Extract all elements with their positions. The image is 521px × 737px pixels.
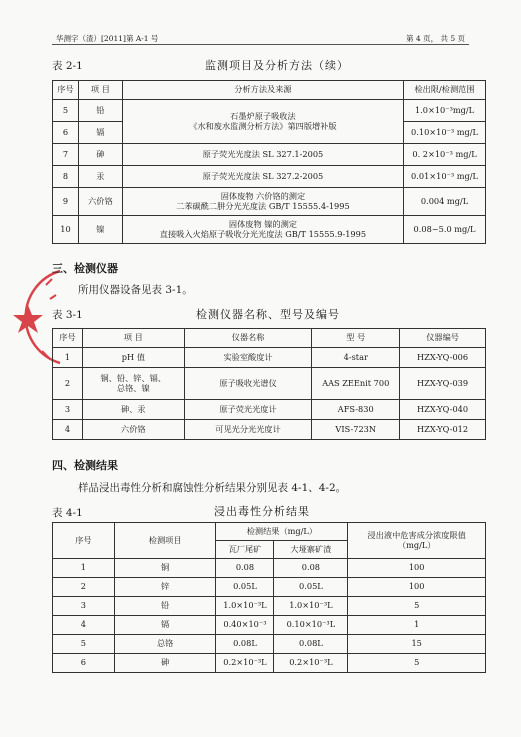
col-header: 大垭寨矿渣 [274, 541, 348, 559]
col-header: 序号 [53, 523, 115, 559]
table-cell: 10 [53, 216, 79, 244]
section-4-text: 样品浸出毒性分析和腐蚀性分析结果分别见表 4-1、4-2。 [78, 482, 347, 494]
table-cell: 5 [53, 100, 79, 122]
table-cell: 0.05L [274, 578, 348, 597]
item-line: 总铬、镍 [116, 382, 150, 393]
table-cell: 4 [53, 420, 83, 440]
table-row [53, 166, 486, 188]
table-cell: 1.0×10⁻³L [216, 597, 274, 616]
table-cell: 总铬 [114, 635, 216, 654]
table-cell: 0.40×10⁻³ [216, 616, 274, 635]
table-cell: 100 [348, 559, 486, 578]
col-header: 检测结果（mg/L） [216, 523, 348, 541]
table-cell: AAS ZEEnit 700 [312, 368, 400, 400]
table-cell [122, 100, 403, 144]
limit-header-line: 浸出液中危害成分浓度限值 [367, 530, 466, 541]
table-cell: 2 [53, 578, 115, 597]
table-row [53, 559, 486, 578]
section-3-heading: 三、检测仪器 [52, 262, 118, 275]
table-row [53, 616, 486, 635]
table-cell: 0.10×10⁻³ mg/L [404, 122, 486, 144]
method-line: 直接吸入火焰原子吸收分光光度法 GB/T 15555.9-1995 [159, 228, 367, 239]
col-header [348, 523, 486, 559]
table-cell [82, 368, 184, 400]
table-3-1 [52, 328, 486, 440]
method-line: 固体废物 六价铬的测定 [220, 191, 306, 202]
table-cell [122, 188, 403, 216]
table-cell: 9 [53, 188, 79, 216]
table-cell: 1.0×10⁻³L [274, 597, 348, 616]
section-3-text: 所用仪器设备见表 3-1。 [78, 284, 193, 296]
table-cell: 5 [53, 635, 115, 654]
table-cell: 2 [53, 368, 83, 400]
section-4-heading: 四、检测结果 [52, 459, 118, 472]
table-cell: VIS-723N [312, 420, 400, 440]
table-cell: 实验室酸度计 [184, 348, 312, 368]
table-cell: 0.2×10⁻³L [274, 654, 348, 673]
table-row [53, 597, 486, 616]
table-cell: 镉 [114, 616, 216, 635]
table-header-row [53, 81, 486, 100]
col-header: 项 目 [78, 81, 122, 100]
page-number: 第 4 页， 共 5 页 [406, 34, 465, 43]
method-line: 固体废物 镍的测定 [228, 219, 297, 230]
table-cell: 0.08L [216, 635, 274, 654]
col-header: 仪器名称 [184, 329, 312, 348]
item-line: 铜、铅、锌、镉、 [100, 373, 167, 384]
table-cell: 原子荧光光度计 [184, 400, 312, 420]
table-row [53, 100, 486, 122]
table-header-row [53, 523, 486, 541]
table-row [53, 635, 486, 654]
table-cell [122, 216, 403, 244]
table-4-1-caption: 表 4-1 [52, 507, 83, 519]
table-cell: 砷 [114, 654, 216, 673]
method-line: 二苯碳酰二肼分光光度法 GB/T 15555.4-1995 [176, 200, 350, 211]
col-header: 分析方法及来源 [122, 81, 403, 100]
table-cell: 镉 [78, 122, 122, 144]
table-cell: HZX-YQ-012 [400, 420, 486, 440]
table-cell: 镍 [78, 216, 122, 244]
table-3-1-caption: 表 3-1 [52, 309, 83, 321]
table-cell: 0.05L [216, 578, 274, 597]
table-cell: HZX-YQ-006 [400, 348, 486, 368]
table-row [53, 144, 486, 166]
table-4-1-title: 浸出毒性分析结果 [214, 505, 310, 518]
table-cell: 0.08 [274, 559, 348, 578]
report-number: 华测字（渣）[2011]第 A-1 号 [56, 34, 159, 43]
table-cell: 3 [53, 597, 115, 616]
table-cell: 7 [53, 144, 79, 166]
table-cell: 0.08 [216, 559, 274, 578]
table-cell: 1 [348, 616, 486, 635]
table-cell: 六价铬 [78, 188, 122, 216]
table-row [53, 216, 486, 244]
table-row [53, 420, 486, 440]
table-row [53, 400, 486, 420]
table-row [53, 368, 486, 400]
table-4-1 [52, 522, 486, 673]
limit-header-line: （mg/L） [397, 539, 436, 550]
table-cell: 原子荧光光度法 SL 327.1-2005 [122, 144, 403, 166]
table-cell: 15 [348, 635, 486, 654]
table-cell: 可见光分光光度计 [184, 420, 312, 440]
table-cell: AFS-830 [312, 400, 400, 420]
table-cell: 汞 [78, 166, 122, 188]
table-cell: 原子荧光光度法 SL 327.2-2005 [122, 166, 403, 188]
table-cell: 1 [53, 559, 115, 578]
table-cell: 0.10×10⁻³L [274, 616, 348, 635]
table-cell: 砷 [78, 144, 122, 166]
table-cell: 铜 [114, 559, 216, 578]
table-cell: 铅 [78, 100, 122, 122]
table-row [53, 654, 486, 673]
table-cell: HZX-YQ-040 [400, 400, 486, 420]
table-cell: 锌 [114, 578, 216, 597]
table-2-1 [52, 80, 486, 244]
table-cell: 六价铬 [82, 420, 184, 440]
table-cell: 砷、汞 [82, 400, 184, 420]
table-cell: 5 [348, 597, 486, 616]
table-cell: 0.08~5.0 mg/L [404, 216, 486, 244]
table-2-1-caption: 表 2-1 [52, 60, 83, 72]
table-cell: 0. 2×10⁻³ mg/L [404, 144, 486, 166]
col-header: 项 目 [82, 329, 184, 348]
table-row [53, 188, 486, 216]
col-header: 瓦厂尾矿 [216, 541, 274, 559]
table-cell: 4-star [312, 348, 400, 368]
col-header: 型 号 [312, 329, 400, 348]
table-cell: 4 [53, 616, 115, 635]
table-cell: 1.0×10⁻³mg/L [404, 100, 486, 122]
method-line: 石墨炉原子吸收法 [230, 111, 296, 122]
table-cell: 0.2×10⁻³L [216, 654, 274, 673]
table-3-1-title: 检测仪器名称、型号及编号 [196, 308, 340, 321]
table-cell: 8 [53, 166, 79, 188]
table-cell: 0.01×10⁻³ mg/L [404, 166, 486, 188]
col-header: 检出限/检测范围 [404, 81, 486, 100]
table-cell: 100 [348, 578, 486, 597]
table-cell: 原子吸收光谱仪 [184, 368, 312, 400]
table-cell: 0.08L [274, 635, 348, 654]
method-line: 《水和废水监测分析方法》第四版增补版 [189, 120, 337, 131]
page-header [52, 28, 469, 45]
table-row [53, 348, 486, 368]
table-cell: 5 [348, 654, 486, 673]
table-cell: 0.004 mg/L [404, 188, 486, 216]
table-cell: HZX-YQ-039 [400, 368, 486, 400]
table-cell: 6 [53, 122, 79, 144]
table-2-1-title: 监测项目及分析方法（续） [205, 59, 349, 72]
table-cell: 3 [53, 400, 83, 420]
table-cell: 1 [53, 348, 83, 368]
table-row [53, 578, 486, 597]
col-header: 检测项目 [114, 523, 216, 559]
col-header: 仪器编号 [400, 329, 486, 348]
table-header-row [53, 329, 486, 348]
table-cell: 6 [53, 654, 115, 673]
col-header: 序号 [53, 329, 83, 348]
col-header: 序号 [53, 81, 79, 100]
table-cell: pH 值 [82, 348, 184, 368]
table-cell: 铅 [114, 597, 216, 616]
